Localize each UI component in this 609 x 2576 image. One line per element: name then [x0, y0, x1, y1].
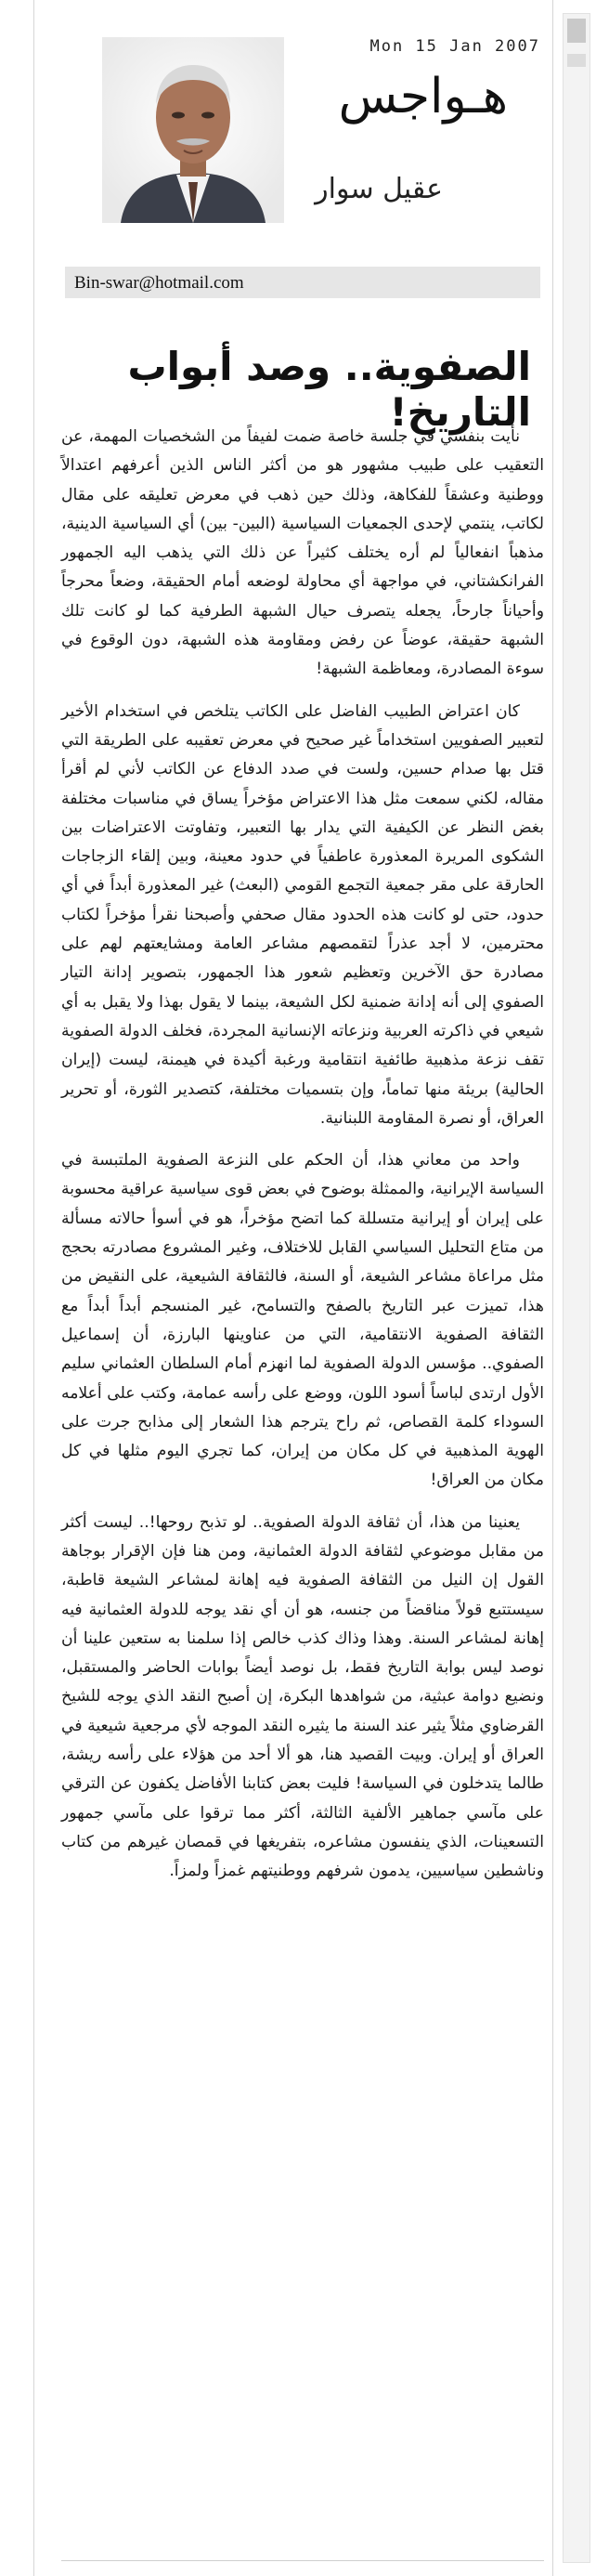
- publication-date: Mon 15 Jan 2007: [369, 37, 540, 56]
- author-photo: [102, 37, 284, 223]
- article-body: [61, 423, 544, 1900]
- author-name: عقيل سوار: [315, 173, 443, 205]
- article-paragraph: كان اعتراض الطبيب الفاضل على الكاتب يتلخص في استخدام الأخير لتعبير الصفويين استخداماً غير صحيح في معرض تعقيبه على الطريقة التي قتل بها صدام حسين، ولست في صدد الدفاع عن الكاتب لأني لم أقرأ مقاله، لكني سمعت مثل هذا الاعتراض مؤخراً يساق في مناسبات مختلفة بغض النظر عن الكيفية التي يدار بها التعبير، وتفاوتت الاعتراضات بين الشكوى المريرة المعذورة عاطفياً في حدود معينة، وبين إلقاء الزجاجات الحارقة على مقر جمعية التجمع القومي (البعث) غير المعذورة أبداً في أي حدود، حتى لو كانت هذه الحدود مقال صحفي وأصبحنا نقرأ مؤخراً لكتاب محترمين، لا أجد عذراً لتقمصهم مشاعر العامة ومشايعتهم لهم على مصادرة حق الآخرين وتعظيم شعور هذا الجمهور، بتصوير إدانة التيار الصفوي إلى أنه إدانة ضمنية لكل الشيعة، بينما لا يقول بهذا ولا يقبل به أي شيعي في ذاكرته العربية ونزعاته الإنسانية المجردة، فخلف الدولة الصفوية تقف نزعة مذهبية طائفية انتقامية ورغبة أكيدة في هيمنة، ليست (إيران الحالية) بريئة منها تماماً، وإن بتسميات مختلفة، كتصدير الثورة، أو تحرير العراق، أو نصرة المقاومة اللبنانية.: [61, 701, 544, 1128]
- article-paragraph: واحد من معاني هذا، أن الحكم على النزعة الصفوية الملتبسة في السياسة الإيرانية، والممثلة بوضوح في بعض قوى سياسية عراقية محسوبة على إيران أو إيرانية متسللة كما اتضح مؤخراً، هو في أسوأ حالاته مسألة من متاع التحليل السياسي القابل للاختلاف، وغير المشروع مصادرته بحجج مثل مراعاة مشاعر الشيعة، أو السنة، فالثقافة الشيعية، على النقيض من هذا، تميزت عبر التاريخ بالصفح والتسامح، غير المنسجم أبداً أبداً مع الثقافة الصفوية الانتقامية، التي من عناوينها البارزة، أن إسماعيل الصفوي.. مؤسس الدولة الصفوية لما انهزم أمام السلطان العثماني سليم الأول ارتدى لباساً أسود اللون، ووضع على رأسه عمامة، وكتب على أعلامه السوداء كلمة القصاص، ثم راح يترجم هذا الشعار إلى مذابح جرت على الهوية المذهبية في كل مكان من إيران، كما تجري اليوم مثلها في كل مكان من العراق!: [61, 1151, 544, 1490]
- page-right-rule: [552, 0, 553, 2576]
- scrollbar-thumb[interactable]: [567, 19, 586, 43]
- page-left-rule: [33, 0, 34, 2576]
- column-header: [65, 28, 540, 251]
- scrollbar-track[interactable]: [563, 13, 590, 2563]
- article-paragraph: يعنينا من هذا، أن ثقافة الدولة الصفوية.. لو تذبح روحها!.. ليست أكثر من مقابل موضوعي لثقافة الدولة العثمانية، ومن هنا فإن الإقرار بوجاهة القول إن النيل من الثقافة الصفوية فيه إهانة لمشاعر الشيعة قاطبة، سيستتبع قولاً مناقضاً من جنسه، هو أن أي نقد يوجه للدولة العثمانية فيه إهانة لمشاعر السنة. وهذا وذاك كذب خالص إذا سلمنا به ستعين علينا أن نوصد ليس بوابة التاريخ فقط، بل نوصد أيضاً بوابات الحاضر والمستقبل، ونضيع دوامة عبثية، من شواهدها البكرة، إن أصبح النقد الذي يوجه للشيخ القرضاوي مثلاً يثير عند السنة ما يثيره النقد الموجه لأي مرجعية شيعية في العراق أو إيران. وبيت القصيد هنا، هو ألا أحد من هؤلاء على رأسه ريشة، طالما يتدخلون في السياسة! فليت بعض كتابنا الأفاضل يكفون عن الترقي على مآسي جماهير الألفية الثالثة، أكثر مما ترقوا على مآسي جمهور التسعينات، الذي ينفسون مشاعره، بتفريغها في قمصان غيرهم من كتاب وناشطين سياسيين، يدمون شرفهم ووطنيتهم غمزاً ولمزاً.: [61, 1512, 544, 1881]
- column-title: هـواجس: [338, 69, 508, 124]
- author-email[interactable]: Bin-swar@hotmail.com: [74, 273, 244, 293]
- email-bar: [65, 267, 540, 298]
- bottom-divider: [61, 2560, 544, 2561]
- scrollbar-marker: [567, 54, 586, 67]
- article-paragraph: نأيت بنفسي في جلسة خاصة ضمت لفيفاً من الشخصيات المهمة، عن التعقيب على طبيب مشهور هو من أكثر الناس الذين أعرفهم اعتدالاً ووطنية وعشقاً للفكاهة، وذلك حين ذهب في معرض تعليقه على مقال لكاتب، ينتمي لإحدى الجمعيات السياسية (البين- بين) أي السياسية الدينية، مذهباً انفعالياً لم أره يختلف كثيراً عن ذلك التي يذهب اليه الجمهور الفرانكشتاني، في مواجهة أي محاولة لوضعه أمام الحقيقة، وضعاً محرجاً وأحياناً جارحاً، يجعله يتصرف حيال الشبهة الطرفية كما لو كانت تلك الشبهة حقيقة، عوضاً عن رفض ومقاومة هذه الشبهة، دون الوقوع في سوءة المصادرة، ومعاظمة الشبهة!: [61, 427, 544, 679]
- article-headline: الصفوية.. وصد أبواب التاريخ!: [127, 344, 531, 435]
